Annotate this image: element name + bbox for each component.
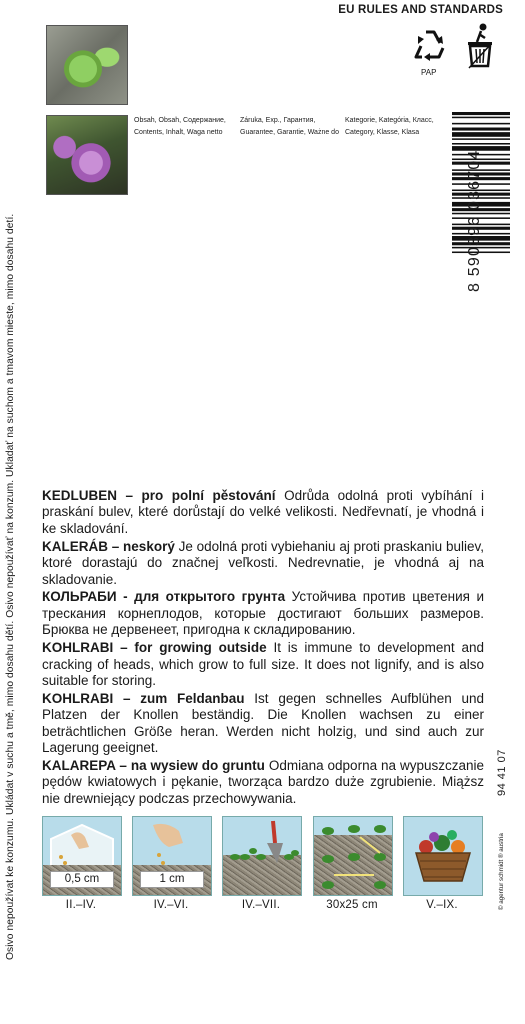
description-cz: KEDLUBEN – pro polní pěstování Odrůda odolná proti vybíhání i praskání bulev, které dorůstají do velké velikosti. Nedřevnatí, je vhodná i ke skladování.	[42, 488, 484, 536]
step-caption: V.–IX.	[426, 899, 458, 911]
description-block	[42, 488, 484, 809]
side-warning-text: Osivo nepoužívat ke konzumu. Ukládat v suchu a tmě, mimo dosahu dětí. Osivo nepoužívať na konzum. Ukladať na suchom a tmavom mieste, mimo dosahu detí.	[5, 213, 16, 960]
guarantee-label: Záruka, Exp., Гарантия, Guarantee, Garantie, Ważne do	[240, 117, 339, 136]
step-caption: IV.–VI.	[153, 899, 189, 911]
spacing-icon	[313, 816, 393, 896]
depth-label: 0,5 cm	[50, 871, 114, 888]
description-pl: KALAREPA – na wysiew do gruntu Odmiana odporna na wypuszczanie pędów kwiatowych i pękanie, tworząca bardzo duże zgrubienie. Miąższ nie drewniejący podczas przechowywania.	[42, 758, 484, 806]
description-de: KOHLRABI – zum Feldanbau Ist gegen schnelles Aufblühen und Platzen der Knollen beständig. Die Knollen wachsen zu einer beträchtlichen Größe heran. Werden nicht holzig, und sind auch zur Lagerung geeignet.	[42, 690, 484, 756]
kohlrabi-photo	[46, 115, 128, 195]
category-label: Kategorie, Kategória, Класс, Category, Klasse, Klasa	[345, 117, 434, 136]
harvest-basket-icon	[403, 816, 483, 896]
eu-standards-label: EU RULES AND STANDARDS	[338, 4, 503, 16]
contents-label: Obsah, Obsah, Содержание, Contents, Inhalt, Waga netto	[134, 117, 226, 136]
greenhouse-sowing-icon	[42, 816, 122, 896]
step-caption: II.–IV.	[65, 899, 97, 911]
seedling-photo	[46, 25, 128, 105]
description-sk: KALERÁB – neskorý Je odolná proti vybiehaniu aj proti praskaniu buliev, ktoré dorastajú do značnej veľkosti. Nedrevnatie, je vhodná aj na skladovanie.	[42, 538, 484, 587]
step-caption: IV.–VII.	[241, 899, 281, 911]
depth-label: 1 cm	[140, 871, 204, 888]
product-code: 94 41 07	[496, 749, 508, 796]
step-caption: 30x25 cm	[326, 899, 378, 911]
recycle-icon	[410, 26, 450, 66]
description-en: KOHLRABI – for growing outside It is immune to development and cracking of heads, which grow to full size. It does not lignify, and is also suitable for storing.	[42, 640, 484, 688]
copyright: © agentur schmidt ® austria	[498, 833, 505, 910]
transplanting-icon	[222, 816, 302, 896]
pap-label: PAP	[421, 68, 437, 77]
description-ru: КОЛЬРАБИ - для открытого грунта Устойчива против цветения и трескания корнеплодов, которые достигают больших размеров. Брюква не дервенеет, пригодна к складированию.	[42, 589, 484, 638]
outdoor-sowing-icon	[132, 816, 212, 896]
barcode-number: 8 590396 036704	[466, 149, 483, 292]
